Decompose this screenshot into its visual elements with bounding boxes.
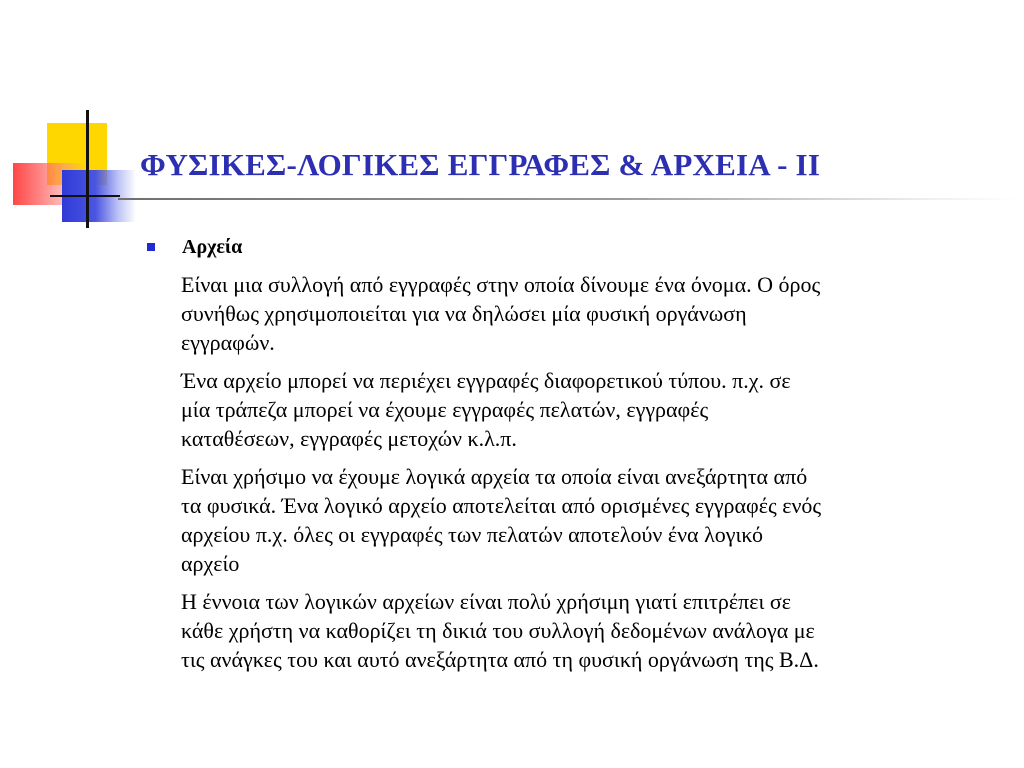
- paragraph-line: Η έννοια των λογικών αρχείων είναι πολύ χρήσιμη γιατί επιτρέπει σε: [181, 589, 791, 614]
- paragraph-line: αρχείου π.χ. όλες οι εγγραφές των πελατών αποτελούν ένα λογικό: [181, 522, 763, 547]
- paragraph-line: συνήθως χρησιμοποιείται για να δηλώσει μία φυσική οργάνωση: [181, 301, 747, 326]
- bullet-heading: Αρχεία: [182, 236, 243, 258]
- bullet-square-icon: [147, 243, 155, 251]
- paragraph-line: Είναι χρήσιμο να έχουμε λογικά αρχεία τα οποία είναι ανεξάρτητα από: [181, 464, 808, 489]
- paragraph-line: Ένα αρχείο μπορεί να περιέχει εγγραφές διαφορετικού τύπου. π.χ. σε: [181, 368, 791, 393]
- logo-vertical-line: [86, 110, 89, 228]
- paragraph-line: τα φυσικά. Ένα λογικό αρχείο αποτελείται από ορισμένες εγγραφές ενός: [181, 493, 822, 518]
- paragraph-line: αρχείο: [181, 551, 240, 576]
- title-underline: [118, 198, 1018, 200]
- paragraph-line: κάθε χρήστη να καθορίζει τη δικιά του συλλογή δεδομένων ανάλογα με: [181, 618, 815, 643]
- slide-title: ΦΥΣΙΚΕΣ-ΛΟΓΙΚΕΣ ΕΓΓΡΑΦΕΣ & ΑΡΧΕΙΑ - ΙΙ: [140, 147, 821, 182]
- slide-logo-decoration: [0, 0, 140, 240]
- paragraph-2: [181, 366, 1016, 453]
- paragraph-line: καταθέσεων, εγγραφές μετοχών κ.λ.π.: [181, 426, 517, 451]
- paragraph-4: [181, 587, 1016, 674]
- logo-horizontal-line: [50, 195, 120, 197]
- paragraph-line: εγγραφών.: [181, 330, 275, 355]
- bullet-body: [181, 270, 1016, 683]
- paragraph-line: τις ανάγκες του και αυτό ανεξάρτητα από τη φυσική οργάνωση της Β.Δ.: [181, 647, 819, 672]
- paragraph-line: μία τράπεζα μπορεί να έχουμε εγγραφές πελατών, εγγραφές: [181, 397, 709, 422]
- paragraph-1: [181, 270, 1016, 357]
- paragraph-line: Είναι μια συλλογή από εγγραφές στην οποία δίνουμε ένα όνομα. Ο όρος: [181, 272, 821, 297]
- paragraph-3: [181, 462, 1016, 578]
